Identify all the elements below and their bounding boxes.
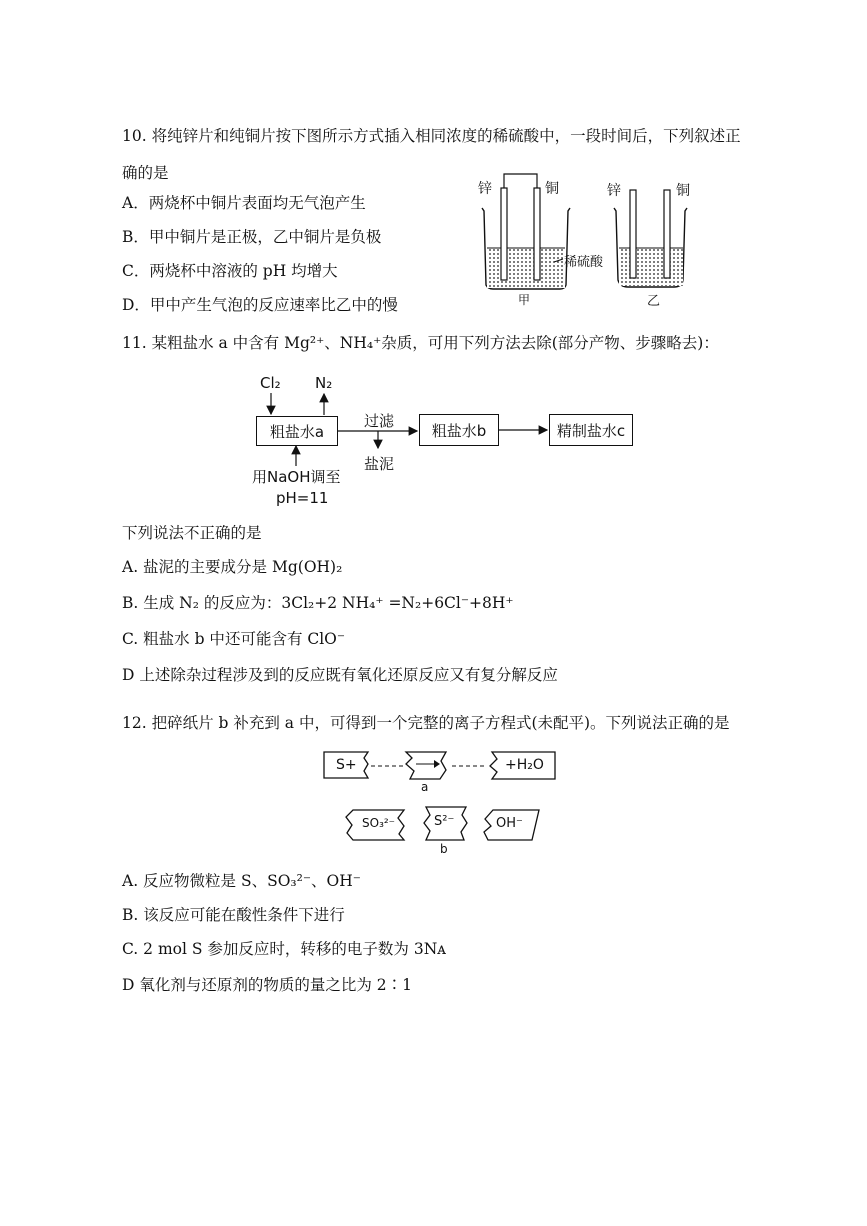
q10-copper-label-a: 铜 [545,181,559,197]
q12-s-plus: S+ [336,757,357,773]
q12-option-a: A. 反应物微粒是 S、SO₃²⁻、OH⁻ [122,872,361,890]
q12-option-c: C. 2 mol S 参加反应时，转移的电子数为 3Nᴀ [122,940,447,958]
q11-box-brine-b: 粗盐水b [419,414,499,446]
q10-zinc-label-a: 锌 [478,181,492,197]
q12-option-d: D 氧化剂与还原剂的物质的量之比为 2∶1 [122,976,413,994]
q10-option-c: C．两烧杯中溶液的 pH 均增大 [122,262,338,280]
q11-option-a: A. 盐泥的主要成分是 Mg(OH)₂ [122,558,343,576]
q12-oh: OH⁻ [496,816,523,831]
q11-stem: 11. 某粗盐水 a 中含有 Mg²⁺、NH₄⁺杂质，可用下列方法去除(部分产物、步骤略去)： [122,334,719,352]
q12-label-a: a [421,780,429,794]
q12-label-b: b [440,842,448,856]
q12-option-b: B. 该反应可能在酸性条件下进行 [122,906,345,924]
q11-naoh-line2: pH=11 [276,489,329,507]
q11-box-brine-c: 精制盐水c [549,414,633,446]
q12-h2o: +H₂O [505,757,544,773]
q10-copper-label-b: 铜 [676,183,690,199]
q10-beaker-b-name: 乙 [647,294,661,309]
q11-filter-label: 过滤 [364,412,395,430]
q12-stem: 12. 把碎纸片 b 补充到 a 中，可得到一个完整的离子方程式(未配平)。下列说法正确的是 [122,714,730,732]
q11-question: 下列说法不正确的是 [122,524,262,542]
q10-option-a: A．两烧杯中铜片表面均无气泡产生 [122,194,366,212]
q11-option-c: C. 粗盐水 b 中还可能含有 ClO⁻ [122,630,346,648]
q12-s2: S²⁻ [434,814,455,829]
q10-option-d: D．甲中产生气泡的反应速率比乙中的慢 [122,296,398,314]
q11-cl2-label: Cl₂ [260,374,281,392]
q11-mud-label: 盐泥 [364,455,395,473]
q11-n2-label: N₂ [315,374,333,392]
q10-zinc-label-b: 锌 [607,183,621,199]
q10-stem-line1: 10. 将纯锌片和纯铜片按下图所示方式插入相同浓度的稀硫酸中，一段时间后，下列叙述正 [122,127,741,145]
q11-naoh-line1: 用NaOH调至 [252,468,341,486]
q10-acid-label: 稀硫酸 [564,255,604,270]
q11-box-brine-a: 粗盐水a [256,416,338,446]
q10-option-b: B．甲中铜片是正极，乙中铜片是负极 [122,228,382,246]
q11-option-b: B. 生成 N₂ 的反应为：3Cl₂+2 NH₄⁺ =N₂+6Cl⁻+8H⁺ [122,594,514,612]
q11-option-d: D 上述除杂过程涉及到的反应既有氧化还原反应又有复分解反应 [122,666,558,684]
q10-stem-line2: 确的是 [122,164,169,182]
q12-so3: SO₃²⁻ [362,816,396,830]
q10-beaker-a-name: 甲 [518,293,531,307]
